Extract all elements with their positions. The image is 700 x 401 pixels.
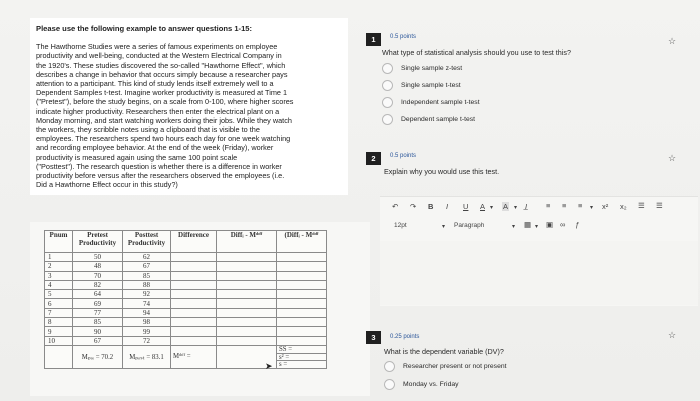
q3-option-1[interactable] [384,361,507,372]
col-header-pnum: Pnum [45,231,73,253]
passage-card [30,18,348,195]
cell-diff-minus-mean-sq [277,271,327,280]
table-row [45,336,327,345]
table-row [45,280,327,289]
align-center-icon[interactable]: ≡ [562,201,567,210]
cell-diff-minus-mean [217,327,277,336]
chevron-down-icon[interactable]: ▾ [590,205,594,211]
cell-posttest: 99 [123,327,171,336]
cell-diff-minus-mean-sq [277,253,327,262]
q3-option-1-label: Researcher present or not present [403,363,507,370]
star-icon[interactable]: ☆ [668,330,677,340]
cell-difference [171,280,217,289]
col-header-difference: Difference [171,231,217,253]
col-header-diff-minus-mean: Diffᵢ - Mᵈᶦᶠᶠ [217,231,277,253]
cell-pnum: 1 [45,253,73,262]
cell-diff-minus-mean-sq [277,299,327,308]
q1-option-4-label: Dependent sample t-test [401,116,476,123]
cell-diff-minus-mean-sq [277,308,327,317]
summary-s: s = [279,360,288,368]
cell-diff-minus-mean-sq [277,280,327,289]
cell-diff-minus-mean-sq [277,327,327,336]
cell-difference [171,271,217,280]
cell-pretest: 82 [73,280,123,289]
cell-posttest: 94 [123,308,171,317]
image-icon[interactable]: ▣ [546,220,554,229]
cell-diff-minus-mean [217,308,277,317]
superscript-button[interactable]: x² [602,202,609,211]
radio-button[interactable] [382,114,393,125]
summary-ss: SS = [277,346,326,354]
q3-option-2[interactable] [384,379,459,390]
cell-diff-minus-mean [217,299,277,308]
cell-diff-minus-mean [217,271,277,280]
cell-diff-minus-mean [217,253,277,262]
question-2-text: Explain why you would use this test. [384,167,500,176]
cell-difference [171,262,217,271]
table-row [45,327,327,336]
cell-posttest: 74 [123,299,171,308]
cell-posttest: 98 [123,318,171,327]
question-2-number: 2 [366,152,381,165]
italic-button[interactable]: I [446,202,449,211]
table-row [45,290,327,299]
q1-option-1-label: Single sample z-test [401,65,463,72]
chevron-down-icon[interactable]: ▾ [512,224,516,230]
cell-posttest: 88 [123,280,171,289]
cell-pretest: 67 [73,336,123,345]
cell-diff-minus-mean [217,280,277,289]
cell-pnum: 3 [45,271,73,280]
question-1-number: 1 [366,33,381,46]
cell-posttest: 85 [123,271,171,280]
cell-pnum: 6 [45,299,73,308]
summary-empty [45,345,73,368]
q1-option-1[interactable] [382,63,462,74]
chevron-down-icon[interactable]: ▾ [442,224,446,230]
cell-pretest: 77 [73,308,123,317]
passage-body: The Hawthorne Studies were a series of famous experiments on employee productivity and well-being, conducted at the Western Electrical Company in the 1920's. These studies discovered the so-called "Hawthorne Effect", which describes a change in behavior that occurs simply because a researcher pays attention to a participant. This kind of study lends itself extremely well to a Dependent Samples t-test. Imagine worker productivity is measured at Time 1 ("Pretest"), before the study begins, on a scale from 0-100, where higher scores indicate higher productivity. Researchers then enter the electrical plant on a Monday morning, and start watching workers doing their jobs. While they watch the workers, they scribble notes using a clipboard that is visible to the employees. The researchers spend two hours each day for one week watching and recording employee behavior. At the end of the week (Friday), worker productivity is measured again using the same 100 point scale ("Posttest"). The research question is whether there is a difference in worker productivity before versus after the researchers observed the employees (i.e. Did a Hawthorne Effect occur in this study?) [36,42,294,190]
cell-diff-minus-mean-sq [277,262,327,271]
answer-text-area[interactable] [380,241,698,305]
table-row [45,262,327,271]
undo-icon[interactable]: ↶ [392,202,399,211]
cell-pnum: 10 [45,336,73,345]
q3-option-2-label: Monday vs. Friday [403,381,459,388]
question-2-points: 0.5 points [390,153,417,159]
cell-diff-minus-mean [217,336,277,345]
cell-pnum: 9 [45,327,73,336]
cell-pretest: 90 [73,327,123,336]
editor-toolbar [380,197,698,237]
passage-heading: Please use the following example to answer questions 1-15: [36,24,253,33]
bullet-list-icon[interactable]: ☰ [638,201,645,210]
col-header-posttest: Posttest Productivity [123,231,171,253]
align-right-icon[interactable]: ≡ [578,201,583,210]
cell-posttest: 67 [123,262,171,271]
link-icon[interactable]: ∞ [560,220,566,229]
q1-option-2-label: Single sample t-test [401,82,461,89]
cell-difference [171,299,217,308]
function-icon[interactable]: ƒ [575,220,580,229]
table-row [45,308,327,317]
productivity-table [44,230,327,369]
paragraph-select[interactable]: Paragraph [454,222,485,229]
cell-diff-minus-mean-sq [277,318,327,327]
mouse-cursor-icon: ➤ [265,361,273,371]
cell-posttest: 62 [123,253,171,262]
cell-difference [171,336,217,345]
summary-post-mean: Mₚₒₛₜ = 83.1 [123,345,171,368]
summary-s2: s² = [277,354,326,361]
cell-pretest: 50 [73,253,123,262]
cell-pretest: 70 [73,271,123,280]
radio-button[interactable] [384,379,395,390]
cell-pnum: 8 [45,318,73,327]
highlight-button[interactable]: A [503,202,509,211]
col-header-diff-minus-mean-sq: (Diffᵢ - Mᵈᶦᶠᶠ [277,231,327,253]
radio-button[interactable] [382,80,393,91]
radio-button[interactable] [384,361,395,372]
cell-pretest: 48 [73,262,123,271]
col-header-pretest: Pretest Productivity [73,231,123,253]
align-left-icon[interactable]: ≡ [546,201,551,210]
cell-difference [171,253,217,262]
q1-option-4[interactable] [382,114,475,125]
table-row [45,318,327,327]
table-icon[interactable]: ▦ [524,220,532,229]
star-icon[interactable]: ☆ [668,36,677,46]
question-1-text: What type of statistical analysis should you use to test this? [382,48,571,57]
cell-diff-minus-mean-sq [277,290,327,299]
answer-editor [380,196,698,306]
cell-difference [171,290,217,299]
radio-button[interactable] [382,97,393,108]
summary-diff-mean: Mᵈᶦᶠᶠ = [171,345,217,368]
cell-posttest: 92 [123,290,171,299]
radio-button[interactable] [382,63,393,74]
chevron-down-icon[interactable]: ▾ [514,205,518,211]
cell-difference [171,318,217,327]
redo-icon[interactable]: ↷ [410,202,417,211]
question-3-text: What is the dependent variable (DV)? [384,347,504,356]
data-table-image [30,222,370,396]
cell-pnum: 4 [45,280,73,289]
summary-pre-mean: Mₚᵣₑ = 70.2 [73,345,123,368]
question-3-number: 3 [366,331,381,344]
chevron-down-icon[interactable]: ▾ [490,205,494,211]
cell-diff-minus-mean [217,262,277,271]
cell-pnum: 7 [45,308,73,317]
table-row [45,271,327,280]
cell-pnum: 2 [45,262,73,271]
question-1-points: 0.5 points [390,34,417,40]
question-3-points: 0.25 points [390,334,420,340]
cell-pretest: 64 [73,290,123,299]
q1-option-3-label: Independent sample t-test [401,99,480,106]
q1-option-3[interactable] [382,97,480,108]
q1-option-2[interactable] [382,80,461,91]
font-size-select[interactable]: 12pt [394,222,407,229]
cell-diff-minus-mean-sq [277,336,327,345]
chevron-down-icon[interactable]: ▾ [535,224,539,230]
cell-posttest: 72 [123,336,171,345]
bold-button[interactable]: B [428,202,434,211]
table-row [45,253,327,262]
cell-pretest: 85 [73,318,123,327]
numbered-list-icon[interactable]: ☰ [656,201,663,210]
star-icon[interactable]: ☆ [668,153,677,163]
subscript-button[interactable]: x₂ [620,202,627,211]
cell-diff-minus-mean [217,318,277,327]
text-color-button[interactable]: A [480,202,486,211]
cell-difference [171,308,217,317]
summary-stats [277,345,327,368]
cell-difference [171,327,217,336]
table-row [45,299,327,308]
cell-pnum: 5 [45,290,73,299]
underline-button[interactable]: U [463,202,469,211]
clear-format-button[interactable]: I̲ [525,202,528,211]
cell-pretest: 69 [73,299,123,308]
cell-diff-minus-mean [217,290,277,299]
